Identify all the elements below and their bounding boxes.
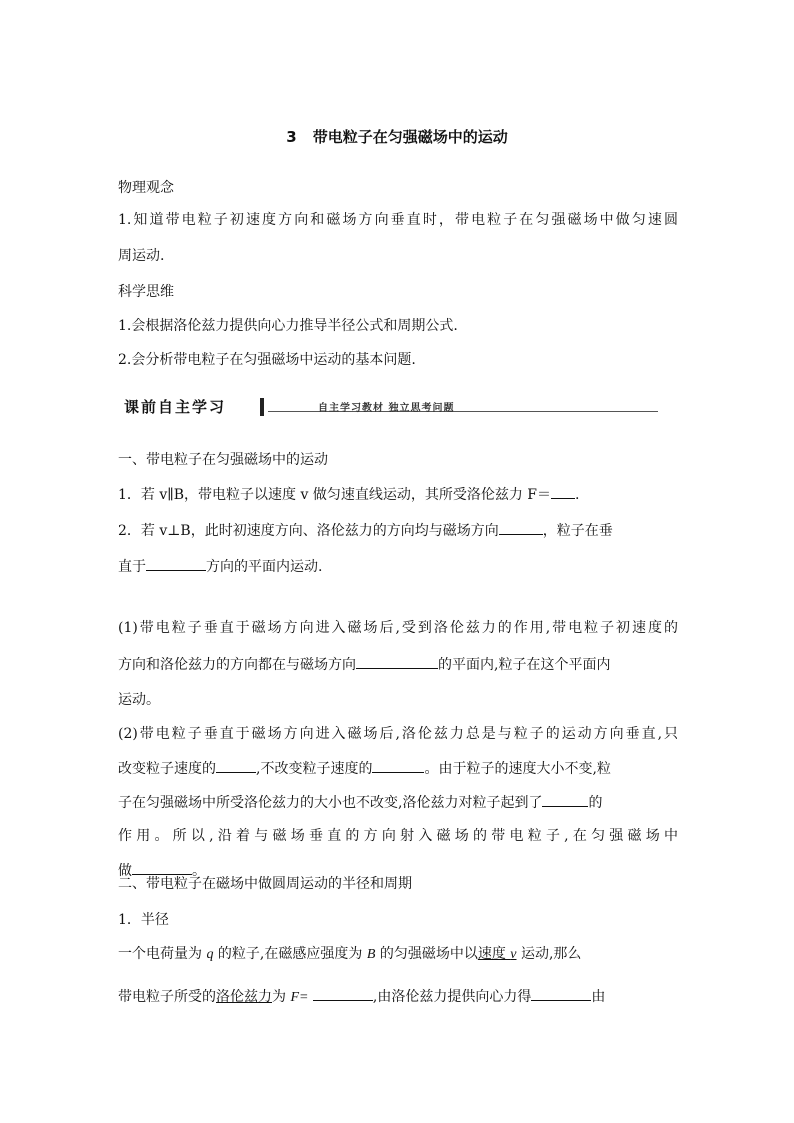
blank-5[interactable] xyxy=(216,758,256,773)
paragraph-1b: 方向和洛伦兹力的方向都在与磁场方向 的平面内,粒子在这个平面内 xyxy=(118,654,610,675)
banner-subtitle: 自主学习教材 独立思考问题 xyxy=(318,403,455,414)
blank-4[interactable] xyxy=(356,654,438,669)
question-2b: 直于 方向的平面内运动. xyxy=(118,556,322,577)
objective-item-1a: 1.知道带电粒子初速度方向和磁场方向垂直时，带电粒子在匀强磁场中做匀速圆 xyxy=(118,212,678,228)
banner-title: 课前自主学习 xyxy=(124,398,227,416)
radius-line-2: 带电粒子所受的洛伦兹力为 F= ,由洛伦兹力提供向心力得 由 xyxy=(118,986,605,1008)
banner-divider xyxy=(260,398,264,416)
objective-item-3: 2.会分析带电粒子在匀强磁场中运动的基本问题. xyxy=(118,352,416,368)
paragraph-2c: 子在匀强磁场中所受洛伦兹力的大小也不改变,洛伦兹力对粒子起到了 的 xyxy=(118,792,602,813)
objective-item-2: 1.会根据洛伦兹力提供向心力推导半径公式和周期公式. xyxy=(118,318,458,334)
blank-3[interactable] xyxy=(146,556,206,571)
paragraph-2d: 作用。所以,沿着与磁场垂直的方向射入磁场的带电粒子,在匀强磁场中 xyxy=(118,828,678,844)
paragraph-1c: 运动。 xyxy=(118,692,160,708)
blank-9[interactable] xyxy=(313,986,373,1001)
objective-item-1b: 周运动. xyxy=(118,248,165,264)
paragraph-1a: (1)带电粒子垂直于磁场方向进入磁场后,受到洛伦兹力的作用,带电粒子初速度的 xyxy=(118,620,678,636)
section-number: 3 xyxy=(286,128,297,146)
paragraph-2b: 改变粒子速度的 ,不改变粒子速度的 。由于粒子的速度大小不变,粒 xyxy=(118,758,611,779)
question-2: 2．若 v⊥B，此时初速度方向、洛伦兹力的方向均与磁场方向 ，粒子在垂 xyxy=(118,520,613,541)
title-text: 带电粒子在匀强磁场中的运动 xyxy=(312,128,508,146)
section1-heading: 一、带电粒子在匀强磁场中的运动 xyxy=(118,452,328,468)
objective-heading-thinking: 科学思维 xyxy=(118,284,174,300)
objective-heading-physics: 物理观念 xyxy=(118,180,174,196)
section2-heading: 二、带电粒子在磁场中做圆周运动的半径和周期 xyxy=(118,876,412,892)
blank-7[interactable] xyxy=(542,792,588,807)
page-title xyxy=(0,126,794,147)
radius-line-1: 一个电荷量为 q 的粒子,在磁感应强度为 B 的匀强磁场中以速度 v 运动,那么 xyxy=(118,946,582,962)
blank-10[interactable] xyxy=(531,986,591,1001)
blank-8[interactable] xyxy=(132,860,192,875)
paragraph-2a: (2)带电粒子垂直于磁场方向进入磁场后,洛伦兹力总是与粒子的运动方向垂直,只 xyxy=(118,726,678,742)
question-1: 1．若 v∥B，带电粒子以速度 v 做匀速直线运动，其所受洛伦兹力 F＝ . xyxy=(118,484,579,505)
blank-2[interactable] xyxy=(499,520,543,535)
subheading-radius: 1．半径 xyxy=(118,912,169,928)
section-banner xyxy=(118,396,658,418)
blank-1[interactable] xyxy=(551,484,575,499)
paragraph-2e: 做 。 xyxy=(118,860,206,881)
blank-6[interactable] xyxy=(372,758,424,773)
